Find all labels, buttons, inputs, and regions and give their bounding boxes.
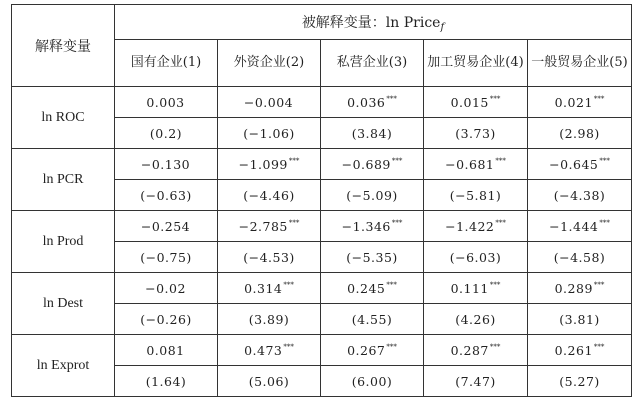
coefficient-cell: [321, 87, 424, 118]
column-header: 国有企业(1): [115, 40, 218, 87]
t-statistic-cell: (−5.35): [321, 242, 424, 273]
coefficient-value: −1.099: [238, 156, 288, 172]
coefficient-cell: [321, 335, 424, 366]
dependent-variable-header: [115, 5, 632, 40]
coefficient-cell: [424, 273, 528, 304]
coefficient-row: [12, 211, 632, 242]
coefficient-cell: [424, 87, 528, 118]
coefficient-cell: [424, 335, 528, 366]
regression-table: [11, 4, 632, 397]
coefficient-value: 0.003: [146, 94, 185, 110]
coefficient-cell: [321, 273, 424, 304]
variable-name: ln PCR: [12, 149, 115, 211]
column-header: 外资企业(2): [218, 40, 321, 87]
coefficient-value: 0.245: [347, 280, 386, 296]
coefficient-value: −0.004: [243, 94, 294, 110]
dependent-variable-label: 被解释变量：ln Price: [301, 14, 441, 31]
dependent-variable-subscript: f: [440, 21, 445, 33]
coefficient-value: −1.444: [549, 218, 599, 234]
significance-stars: ***: [599, 156, 610, 165]
t-statistic-cell: (−0.75): [115, 242, 218, 273]
explanatory-variable-header: 解释变量: [12, 5, 115, 87]
significance-stars: ***: [593, 94, 605, 103]
coefficient-cell: [115, 273, 218, 304]
coefficient-value: −1.346: [341, 218, 391, 234]
t-statistic-cell: (3.89): [218, 304, 321, 335]
t-statistic-cell: (−1.06): [218, 118, 321, 149]
coefficient-cell: [218, 149, 321, 180]
coefficient-value: −0.130: [140, 156, 191, 172]
coefficient-cell: [528, 273, 632, 304]
coefficient-value: 0.021: [554, 94, 593, 110]
t-statistic-cell: (0.2): [115, 118, 218, 149]
coefficient-value: 0.314: [244, 280, 283, 296]
t-statistic-cell: (4.55): [321, 304, 424, 335]
coefficient-cell: [424, 211, 528, 242]
coefficient-row: [12, 149, 632, 180]
significance-stars: ***: [288, 156, 300, 165]
coefficient-value: 0.036: [347, 94, 386, 110]
coefficient-cell: [218, 273, 321, 304]
t-statistic-cell: (−0.26): [115, 304, 218, 335]
coefficient-value: −0.681: [445, 156, 495, 172]
t-statistic-cell: (3.73): [424, 118, 528, 149]
coefficient-value: 0.287: [450, 342, 489, 358]
t-statistic-cell: (3.84): [321, 118, 424, 149]
coefficient-value: −0.254: [140, 218, 191, 234]
significance-stars: ***: [283, 280, 294, 289]
coefficient-value: 0.261: [554, 342, 593, 358]
t-statistic-cell: (3.81): [528, 304, 632, 335]
t-statistic-cell: (−0.63): [115, 180, 218, 211]
t-statistic-cell: (−4.58): [528, 242, 632, 273]
significance-stars: ***: [599, 218, 610, 227]
t-statistic-cell: (−5.09): [321, 180, 424, 211]
t-statistic-cell: (−6.03): [424, 242, 528, 273]
coefficient-value: −0.689: [341, 156, 391, 172]
column-header: 一般贸易企业(5): [528, 40, 632, 87]
table-body: [12, 87, 632, 397]
significance-stars: ***: [391, 156, 403, 165]
significance-stars: ***: [489, 94, 501, 103]
coefficient-row: [12, 335, 632, 366]
significance-stars: ***: [391, 218, 403, 227]
significance-stars: ***: [495, 218, 506, 227]
t-statistic-cell: (5.06): [218, 366, 321, 397]
significance-stars: ***: [283, 342, 294, 351]
t-statistic-cell: (5.27): [528, 366, 632, 397]
table-header: [12, 5, 632, 87]
coefficient-value: 0.289: [554, 280, 593, 296]
significance-stars: ***: [593, 280, 605, 289]
significance-stars: ***: [495, 156, 506, 165]
coefficient-cell: [218, 87, 321, 118]
t-statistic-cell: (−5.81): [424, 180, 528, 211]
t-statistic-cell: (7.47): [424, 366, 528, 397]
coefficient-cell: [528, 149, 632, 180]
t-statistic-cell: (4.26): [424, 304, 528, 335]
significance-stars: ***: [288, 218, 300, 227]
coefficient-cell: [321, 149, 424, 180]
coefficient-value: 0.015: [450, 94, 489, 110]
variable-name: ln ROC: [12, 87, 115, 149]
t-statistic-cell: (−4.38): [528, 180, 632, 211]
coefficient-value: −0.645: [549, 156, 599, 172]
coefficient-cell: [115, 211, 218, 242]
coefficient-cell: [528, 335, 632, 366]
coefficient-cell: [218, 335, 321, 366]
coefficient-value: −2.785: [238, 218, 288, 234]
significance-stars: ***: [489, 280, 501, 289]
t-statistic-cell: (6.00): [321, 366, 424, 397]
coefficient-value: −1.422: [445, 218, 495, 234]
coefficient-cell: [218, 211, 321, 242]
coefficient-cell: [115, 149, 218, 180]
coefficient-value: 0.267: [347, 342, 386, 358]
coefficient-row: [12, 273, 632, 304]
t-statistic-cell: (−4.53): [218, 242, 321, 273]
coefficient-value: −0.02: [145, 280, 186, 296]
variable-name: ln Exprot: [12, 335, 115, 397]
coefficient-cell: [528, 87, 632, 118]
coefficient-cell: [321, 211, 424, 242]
coefficient-value: 0.081: [146, 342, 185, 358]
coefficient-cell: [115, 87, 218, 118]
significance-stars: ***: [386, 342, 397, 351]
coefficient-cell: [424, 149, 528, 180]
significance-stars: ***: [489, 342, 501, 351]
t-statistic-cell: (1.64): [115, 366, 218, 397]
variable-name: ln Dest: [12, 273, 115, 335]
significance-stars: ***: [593, 342, 605, 351]
coefficient-value: 0.473: [244, 342, 283, 358]
coefficient-row: [12, 87, 632, 118]
variable-name: ln Prod: [12, 211, 115, 273]
column-header: 私营企业(3): [321, 40, 424, 87]
t-statistic-cell: (−4.46): [218, 180, 321, 211]
t-statistic-cell: (2.98): [528, 118, 632, 149]
coefficient-cell: [528, 211, 632, 242]
column-header: 加工贸易企业(4): [424, 40, 528, 87]
coefficient-cell: [115, 335, 218, 366]
significance-stars: ***: [386, 280, 397, 289]
coefficient-value: 0.111: [450, 280, 489, 296]
significance-stars: ***: [386, 94, 397, 103]
